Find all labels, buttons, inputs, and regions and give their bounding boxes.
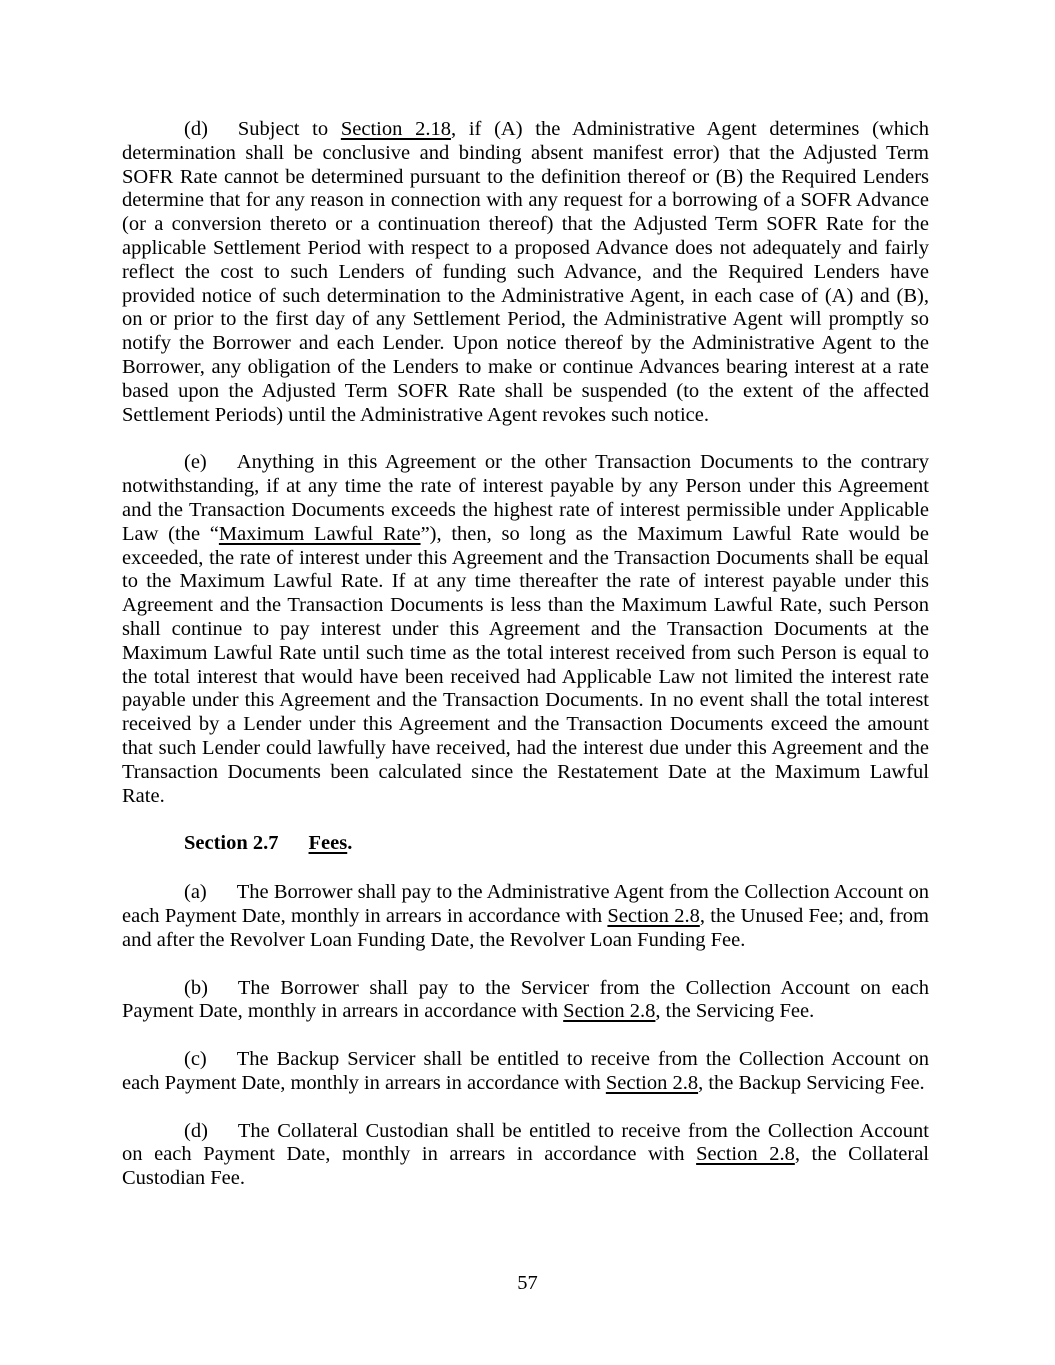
underlined-text-run: Section 2.8 <box>607 904 700 927</box>
page-footer <box>0 1272 1055 1296</box>
text-run: Anything in this Agreement or the other Transaction Documents to the contrary notwithstanding, if at any time the rate of interest payable by any Person under this Agreement and the Transaction Documents exceeds the highest rate of interest permissible under Applicable Law (the “ <box>122 451 929 545</box>
text-run: , if (A) the Administrative Agent determines (which determination shall be conclusive and binding absent manifest error) that the Adjusted Term SOFR Rate cannot be determined pursuant to the definition thereof or (B) the Required Lenders determine that for any reason in connection with any request for a borrowing of a SOFR Advance (or a conversion thereto or a continuation thereof) that the Adjusted Term SOFR Rate for the applicable Settlement Period with respect to a proposed Advance does not adequately and fairly reflect the cost to such Lenders of funding such Advance, and the Required Lenders have provided notice of such determination to the Administrative Agent, in each case of (A) and (B), on or prior to the first day of any Settlement Period, the Administrative Agent will promptly so notify the Borrower and each Lender. Upon notice thereof by the Administrative Agent to the Borrower, any obligation of the Lenders to make or continue Advances bearing interest at a rate based upon the Adjusted Term SOFR Rate shall be suspended (to the extent of the affected Settlement Periods) until the Administrative Agent revokes such notice. <box>122 118 929 426</box>
text-run: , the Unused Fee; and, from and after the Revolver Loan Funding Date, the Revolver Loan Funding Fee. <box>122 904 929 951</box>
text-run: (b) <box>184 976 208 999</box>
text-run: , the Servicing Fee. <box>655 1000 815 1023</box>
text-run: ”), then, so long as the Maximum Lawful Rate would be exceeded, the rate of interest under this Agreement and the Transaction Documents shall be equal to the Maximum Lawful Rate. If at any time thereafter the rate of interest payable under this Agreement and the Transaction Documents is less than the Maximum Lawful Rate, such Person shall continue to pay interest under this Agreement and the Transaction Documents at the Maximum Lawful Rate until such time as the total interest received from such Person is equal to the total interest that would have been received had Applicable Law not limited the interest rate payable under this Agreement and the Transaction Documents. In no event shall the total interest received by a Lender under this Agreement and the Transaction Documents exceed the amount that such Lender could lawfully have received, had the interest due under this Agreement and the Transaction Documents been calculated since the Restatement Date at the Maximum Lawful Rate. <box>122 522 930 807</box>
paragraph-e <box>122 451 929 808</box>
text-run: . <box>347 832 353 855</box>
underlined-text-run: Section 2.18 <box>340 118 451 140</box>
paragraph-d <box>122 118 929 427</box>
underlined-text-run: Section 2.8 <box>563 1000 656 1023</box>
text-run: Section 2.7 <box>184 832 279 855</box>
underlined-text-run: Section 2.8 <box>696 1143 795 1166</box>
text-run: (d) <box>184 118 208 140</box>
underlined-text-run: Section 2.8 <box>605 1071 699 1094</box>
paragraph-c <box>122 1048 929 1096</box>
text-run: (a) <box>184 881 207 904</box>
paragraph-d2 <box>122 1120 929 1191</box>
text-run: Subject to <box>237 118 341 140</box>
paragraph-b <box>122 977 929 1025</box>
document-content <box>122 118 929 1215</box>
text-run: (c) <box>184 1048 207 1071</box>
text-run: The Borrower shall pay to the Administrative Agent from the Collection Account on each Payment Date, monthly in arrears in accordance with <box>122 881 929 927</box>
paragraph-a <box>122 881 929 952</box>
underlined-text-run: Fees <box>308 832 348 855</box>
text-run: The Backup Servicer shall be entitled to receive from the Collection Account on each Payment Date, monthly in arrears in accordance with <box>122 1048 929 1094</box>
text-run: The Borrower shall pay to the Servicer from the Collection Account on each Payment Date, monthly in arrears in accordance with <box>122 976 929 1023</box>
underlined-text-run: Maximum Lawful Rate <box>218 522 421 545</box>
section-heading-2-7 <box>122 832 929 856</box>
text-run: (d) <box>184 1119 208 1142</box>
text-run: The Collateral Custodian shall be entitled to receive from the Collection Account on each Payment Date, monthly in arrears in accordance with <box>122 1119 929 1166</box>
text-run: , the Collateral Custodian Fee. <box>122 1143 930 1190</box>
page-number: 57 <box>517 1272 538 1294</box>
text-run: (e) <box>184 451 207 474</box>
text-run: , the Backup Servicing Fee. <box>698 1071 925 1094</box>
